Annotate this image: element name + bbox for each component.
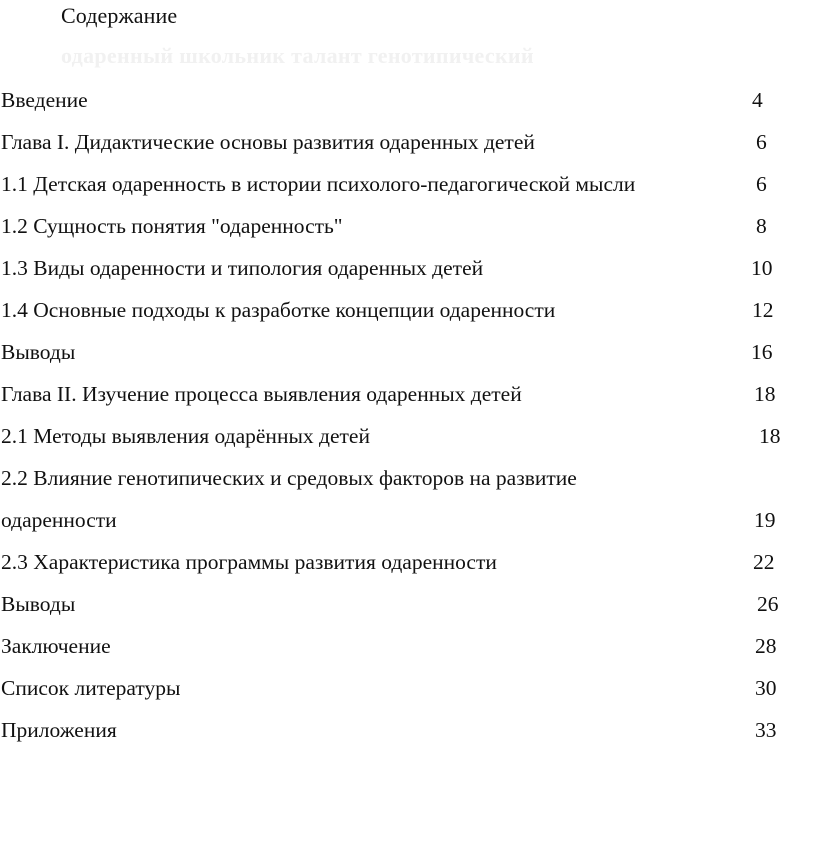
- toc-entry-text: 1.1 Детская одаренность в истории психолого-педагогической мысли: [1, 172, 636, 196]
- toc-entry-text: Список литературы: [1, 676, 181, 700]
- toc-page-number: 19: [754, 508, 776, 532]
- toc-entry-text: 1.2 Сущность понятия "одаренность": [1, 214, 343, 238]
- toc-row-appendices: [0, 714, 816, 756]
- toc-entry-text: Приложения: [1, 718, 117, 742]
- toc-row-section-2-2: [0, 462, 816, 504]
- toc-page-number: 6: [756, 172, 767, 196]
- toc-page-number: 12: [752, 298, 774, 322]
- toc-row-chapter-1: [0, 126, 816, 168]
- toc-row-chapter-2: [0, 378, 816, 420]
- toc-row-conclusion: [0, 630, 816, 672]
- table-of-contents: [0, 84, 816, 756]
- toc-page-number: 28: [755, 634, 777, 658]
- toc-row-section-2-2-continued: [0, 504, 816, 546]
- toc-row-introduction: [0, 84, 816, 126]
- toc-page-number: 18: [759, 424, 781, 448]
- toc-entry-text: Глава II. Изучение процесса выявления одаренных детей: [1, 382, 522, 406]
- toc-page-number: 18: [754, 382, 776, 406]
- toc-entry-text: одаренности: [1, 508, 117, 532]
- toc-entry-text: Выводы: [1, 592, 76, 616]
- toc-row-section-1-2: [0, 210, 816, 252]
- toc-row-conclusions-1: [0, 336, 816, 378]
- toc-entry-text: 2.3 Характеристика программы развития одаренности: [1, 550, 497, 574]
- toc-page-number: 8: [756, 214, 767, 238]
- toc-row-section-1-1: [0, 168, 816, 210]
- toc-row-section-2-3: [0, 546, 816, 588]
- toc-entry-text: 2.1 Методы выявления одарённых детей: [1, 424, 370, 448]
- toc-page-number: 16: [751, 340, 773, 364]
- toc-row-conclusions-2: [0, 588, 816, 630]
- toc-entry-text: Глава I. Дидактические основы развития одаренных детей: [1, 130, 535, 154]
- toc-entry-text: 1.4 Основные подходы к разработке концепции одаренности: [1, 298, 556, 322]
- toc-entry-text: Заключение: [1, 634, 111, 658]
- toc-row-section-2-1: [0, 420, 816, 462]
- toc-page-number: 4: [752, 88, 763, 112]
- watermark-keywords: одаренный школьник талант генотипический: [61, 43, 534, 68]
- toc-row-section-1-4: [0, 294, 816, 336]
- toc-page-number: 6: [756, 130, 767, 154]
- toc-page-number: 10: [751, 256, 773, 280]
- toc-page-number: 30: [755, 676, 777, 700]
- toc-row-references: [0, 672, 816, 714]
- toc-row-section-1-3: [0, 252, 816, 294]
- toc-entry-text: 1.3 Виды одаренности и типология одаренных детей: [1, 256, 484, 280]
- toc-entry-text: 2.2 Влияние генотипических и средовых факторов на развитие: [1, 466, 577, 490]
- toc-page-number: 26: [757, 592, 779, 616]
- page-title: Содержание: [61, 3, 178, 28]
- toc-entry-text: Введение: [1, 88, 88, 112]
- toc-entry-text: Выводы: [1, 340, 76, 364]
- toc-page-number: 22: [753, 550, 775, 574]
- toc-page-number: 33: [755, 718, 777, 742]
